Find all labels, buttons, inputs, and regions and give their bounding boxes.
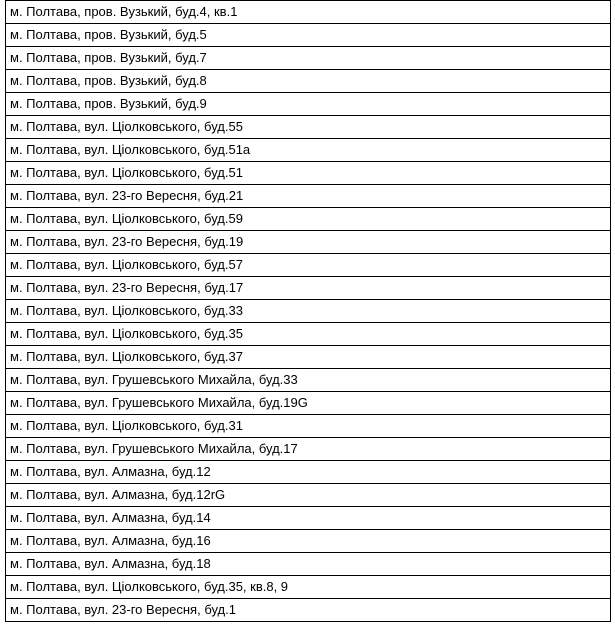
table-row[interactable]: м. Полтава, вул. Грушевського Михайла, буд.17 bbox=[6, 438, 610, 461]
table-row[interactable]: м. Полтава, вул. Алмазна, буд.14 bbox=[6, 507, 610, 530]
table-row[interactable]: м. Полтава, вул. Ціолковського, буд.51а bbox=[6, 139, 610, 162]
table-row[interactable]: м. Полтава, вул. Ціолковського, буд.51 bbox=[6, 162, 610, 185]
table-row[interactable]: м. Полтава, вул. 23-го Вересня, буд.17 bbox=[6, 277, 610, 300]
table-row[interactable]: м. Полтава, вул. 23-го Вересня, буд.19 bbox=[6, 231, 610, 254]
table-row[interactable]: м. Полтава, пров. Вузький, буд.7 bbox=[6, 47, 610, 70]
table-row[interactable]: м. Полтава, вул. 23-го Вересня, буд.21 bbox=[6, 185, 610, 208]
table-row[interactable]: м. Полтава, вул. 23-го Вересня, буд.1 bbox=[6, 599, 610, 622]
table-row[interactable]: м. Полтава, вул. Алмазна, буд.18 bbox=[6, 553, 610, 576]
table-row[interactable]: м. Полтава, вул. Ціолковського, буд.35, кв.8, 9 bbox=[6, 576, 610, 599]
table-row[interactable]: м. Полтава, вул. Грушевського Михайла, буд.33 bbox=[6, 369, 610, 392]
table-row[interactable]: м. Полтава, вул. Ціолковського, буд.31 bbox=[6, 415, 610, 438]
table-row[interactable]: м. Полтава, вул. Ціолковського, буд.55 bbox=[6, 116, 610, 139]
table-row[interactable]: м. Полтава, вул. Ціолковського, буд.59 bbox=[6, 208, 610, 231]
table-row[interactable]: м. Полтава, вул. Ціолковського, буд.57 bbox=[6, 254, 610, 277]
table-row[interactable]: м. Полтава, вул. Алмазна, буд.16 bbox=[6, 530, 610, 553]
table-row[interactable]: м. Полтава, вул. Ціолковського, буд.33 bbox=[6, 300, 610, 323]
address-table bbox=[5, 0, 611, 622]
table-row[interactable]: м. Полтава, вул. Алмазна, буд.12 bbox=[6, 461, 610, 484]
table-row[interactable]: м. Полтава, пров. Вузький, буд.5 bbox=[6, 24, 610, 47]
table-row[interactable]: м. Полтава, вул. Ціолковського, буд.37 bbox=[6, 346, 610, 369]
table-row[interactable]: м. Полтава, вул. Алмазна, буд.12rG bbox=[6, 484, 610, 507]
table-row[interactable]: м. Полтава, вул. Ціолковського, буд.35 bbox=[6, 323, 610, 346]
table-row[interactable]: м. Полтава, пров. Вузький, буд.8 bbox=[6, 70, 610, 93]
table-row[interactable]: м. Полтава, пров. Вузький, буд.4, кв.1 bbox=[6, 0, 610, 24]
table-row[interactable]: м. Полтава, вул. Грушевського Михайла, буд.19G bbox=[6, 392, 610, 415]
table-row[interactable]: м. Полтава, пров. Вузький, буд.9 bbox=[6, 93, 610, 116]
